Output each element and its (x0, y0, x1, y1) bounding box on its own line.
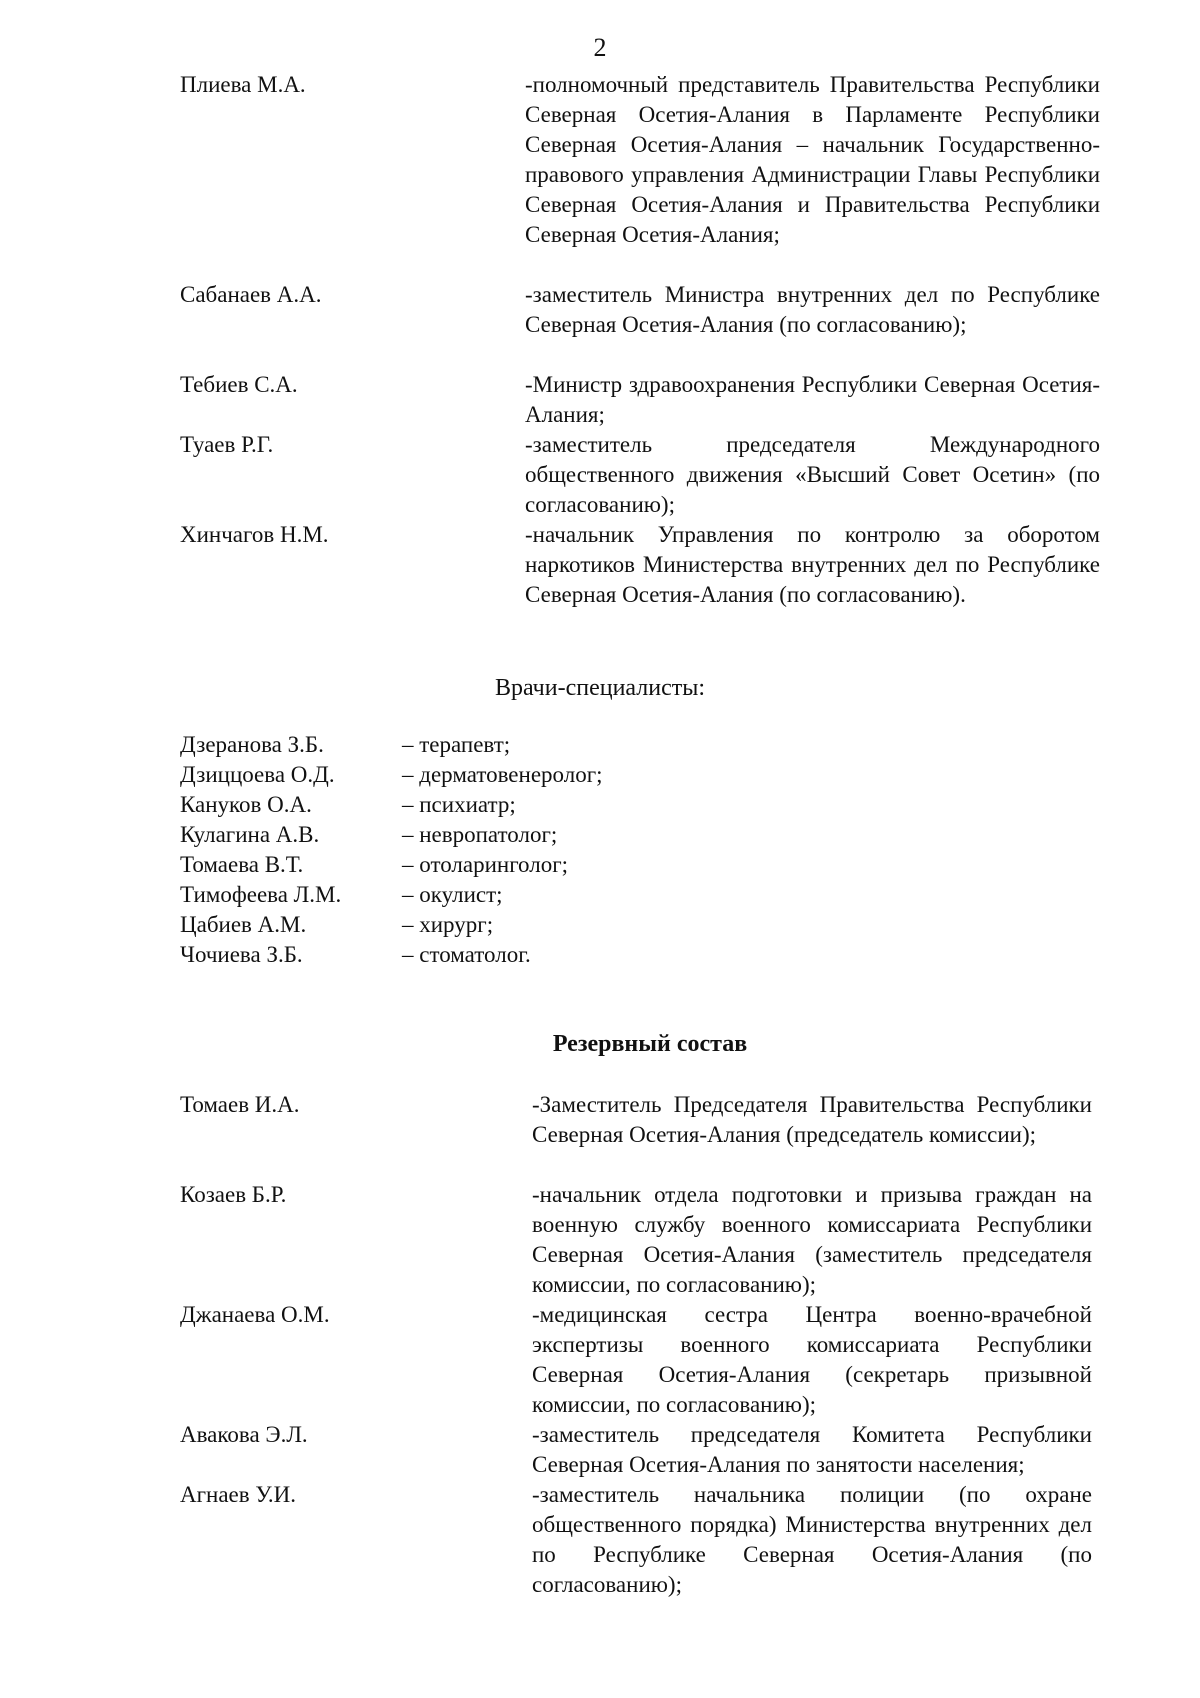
specialist-role: – окулист; (402, 882, 503, 907)
reserve-name: Авакова Э.Л. (180, 1422, 308, 1447)
specialist-name: Цабиев А.М. (180, 912, 307, 937)
page-number: 2 (593, 33, 607, 62)
reserve-name: Томаев И.А. (180, 1092, 300, 1117)
member-name: Туаев Р.Г. (180, 432, 274, 457)
specialists-heading: Врачи-специалисты: (494, 675, 706, 701)
member-name: Хинчагов Н.М. (180, 522, 329, 547)
specialist-role: – отоларинголог; (402, 852, 569, 877)
reserve-role: -заместитель начальника полиции (по охране общественного порядка) Министерства внутренних дел по Республике Северная Осетия-Алания (по согласованию); (532, 1482, 1092, 1597)
specialist-role: – дерматовенеролог; (402, 762, 603, 787)
specialist-name: Дзиццоева О.Д. (180, 762, 335, 787)
reserve-name: Джанаева О.М. (180, 1302, 330, 1327)
specialist-row (180, 790, 880, 820)
specialist-name: Кулагина А.В. (180, 822, 320, 847)
reserve-heading: Резервный состав (552, 1031, 748, 1057)
reserve-role: -заместитель председателя Комитета Республики Северная Осетия-Алания по занятости населения; (532, 1422, 1092, 1477)
member-name: Плиева М.А. (180, 72, 306, 97)
reserve-name: Агнаев У.И. (180, 1482, 297, 1507)
specialist-row (180, 760, 880, 790)
specialist-name: Кануков О.А. (180, 792, 312, 817)
specialist-row (180, 910, 880, 940)
specialist-role: – невропатолог; (402, 822, 558, 847)
specialist-name: Дзеранова З.Б. (180, 732, 324, 757)
reserve-role: -Заместитель Председателя Правительства Республики Северная Осетия-Алания (председатель комиссии); (532, 1092, 1092, 1147)
specialist-role: – стоматолог. (402, 942, 531, 967)
specialist-role: – терапевт; (402, 732, 511, 757)
member-role: -начальник Управления по контролю за оборотом наркотиков Министерства внутренних дел по Республике Северная Осетия-Алания (по согласованию). (525, 522, 1100, 607)
member-role: -заместитель Министра внутренних дел по Республике Северная Осетия-Алания (по согласованию); (525, 282, 1100, 337)
reserve-role: -медицинская сестра Центра военно-врачебной экспертизы военного комиссариата Республики Северная Осетия-Алания (секретарь призывной комиссии, по согласованию); (532, 1302, 1092, 1417)
specialist-role: – хирург; (402, 912, 494, 937)
specialist-name: Чочиева З.Б. (180, 942, 303, 967)
member-name: Тебиев С.А. (180, 372, 298, 397)
specialist-row (180, 880, 880, 910)
member-name: Сабанаев А.А. (180, 282, 322, 307)
reserve-name: Козаев Б.Р. (180, 1182, 287, 1207)
specialist-row (180, 820, 880, 850)
specialist-row (180, 850, 880, 880)
specialist-row (180, 730, 880, 760)
member-role: -полномочный представитель Правительства Республики Северная Осетия-Алания в Парламенте Республики Северная Осетия-Алания – начальник Государственно-правового управления Администрации Главы Республики Северная Осетия-Алания и Правительства Республики Северная Осетия-Алания; (525, 72, 1100, 247)
specialist-name: Томаева В.Т. (180, 852, 304, 877)
member-role: -заместитель председателя Международного общественного движения «Высший Совет Осетин» (по согласованию); (525, 432, 1100, 517)
specialist-role: – психиатр; (402, 792, 516, 817)
specialist-name: Тимофеева Л.М. (180, 882, 342, 907)
reserve-role: -начальник отдела подготовки и призыва граждан на военную службу военного комиссариата Республики Северная Осетия-Алания (заместитель председателя комиссии, по согласованию); (532, 1182, 1092, 1297)
specialist-row (180, 940, 880, 970)
member-role: -Министр здравоохранения Республики Северная Осетия-Алания; (525, 372, 1100, 427)
